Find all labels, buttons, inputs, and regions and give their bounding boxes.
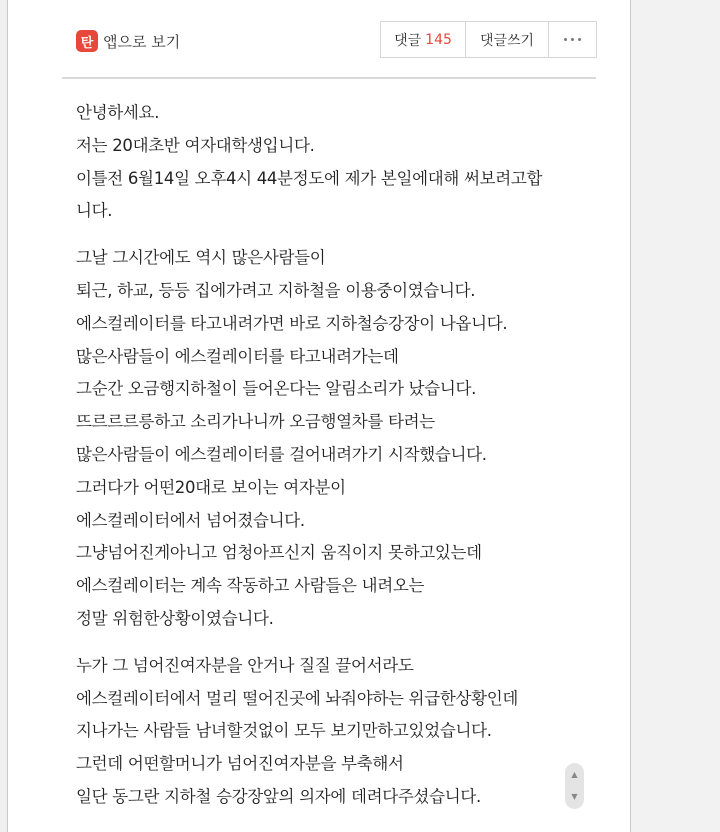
article-line: 지나가는 사람들 남녀할것없이 모두 보기만하고있었습니다. xyxy=(76,721,492,741)
article-line: 일단 동그란 지하철 승강장앞의 의자에 데려다주셨습니다. xyxy=(76,786,482,806)
open-in-app-link[interactable] xyxy=(76,28,180,54)
comments-button[interactable] xyxy=(381,22,465,57)
article-line: 그냥넘어진게아니고 엄청아프신지 움직이지 못하고있는데 xyxy=(76,543,482,563)
comments-count: 145 xyxy=(425,31,452,48)
article-line: 이틀전 6월14일 오후4시 44분정도에 제가 본일에대해 써보려고합 xyxy=(76,168,543,188)
article-line: 퇴근, 하교, 등등 집에가려고 지하철을 이용중이였습니다. xyxy=(76,280,476,300)
article-line: 많은사람들이 에스컬레이터를 타고내려가는데 xyxy=(76,346,399,366)
article-line: 그러다가 어떤20대로 보이는 여자분이 xyxy=(76,477,346,497)
article-line: 에스컬레이터에서 넘어졌습니다. xyxy=(76,510,305,530)
open-in-app-label: 앱으로 보기 xyxy=(103,32,181,51)
app-logo-icon: 탄 xyxy=(76,30,98,52)
article-line: 그순간 오금행지하철이 들어온다는 알림소리가 났습니다. xyxy=(76,379,477,399)
article-line: 안녕하세요. xyxy=(76,103,160,122)
window-right-margin xyxy=(630,0,720,832)
write-comment-label: 댓글쓰기 xyxy=(479,32,535,49)
article-line: 에스컬레이터는 계속 작동하고 사람들은 내려오는 xyxy=(76,576,425,596)
window-left-edge xyxy=(0,0,8,832)
scroll-handle[interactable] xyxy=(565,763,584,809)
article-line: 그런데 어떤할머니가 넘어진여자분을 부축해서 xyxy=(76,754,404,774)
scroll-down-icon: ▼ xyxy=(571,792,578,801)
article-line: 에스컬레이터에서 멀리 떨어진곳에 놔줘야하는 위급한상황인데 xyxy=(76,688,519,708)
article-paragraph xyxy=(76,650,606,814)
article-paragraph xyxy=(76,97,606,228)
article-line: 뜨르르르릉하고 소리가나니까 오금행열차를 타려는 xyxy=(76,412,435,432)
comments-label: 댓글 xyxy=(394,32,422,49)
article-line: 에스컬레이터를 타고내려가면 바로 지하철승강장이 나옵니다. xyxy=(76,313,508,333)
more-options-button[interactable] xyxy=(548,22,596,57)
article-toolbar xyxy=(62,14,598,76)
article-line: 많은사람들이 에스컬레이터를 걸어내려가기 시작했습니다. xyxy=(76,444,487,464)
write-comment-button[interactable] xyxy=(465,22,548,57)
more-dots-icon xyxy=(564,38,581,41)
article-paragraph xyxy=(76,242,606,636)
article-line: 그날 그시간에도 역시 많은사람들이 xyxy=(76,248,326,268)
article-line: 저는 20대초반 여자대학생입니다. xyxy=(76,135,315,155)
article-body xyxy=(76,97,606,828)
comment-button-group xyxy=(380,21,597,58)
header-divider xyxy=(62,77,596,79)
scroll-up-icon: ▲ xyxy=(571,770,578,779)
article-line: 누가 그 넘어진여자분을 안거나 질질 끌어서라도 xyxy=(76,655,414,675)
article-line: 정말 위험한상황이였습니다. xyxy=(76,608,274,628)
article-line: 니다. xyxy=(76,201,113,221)
